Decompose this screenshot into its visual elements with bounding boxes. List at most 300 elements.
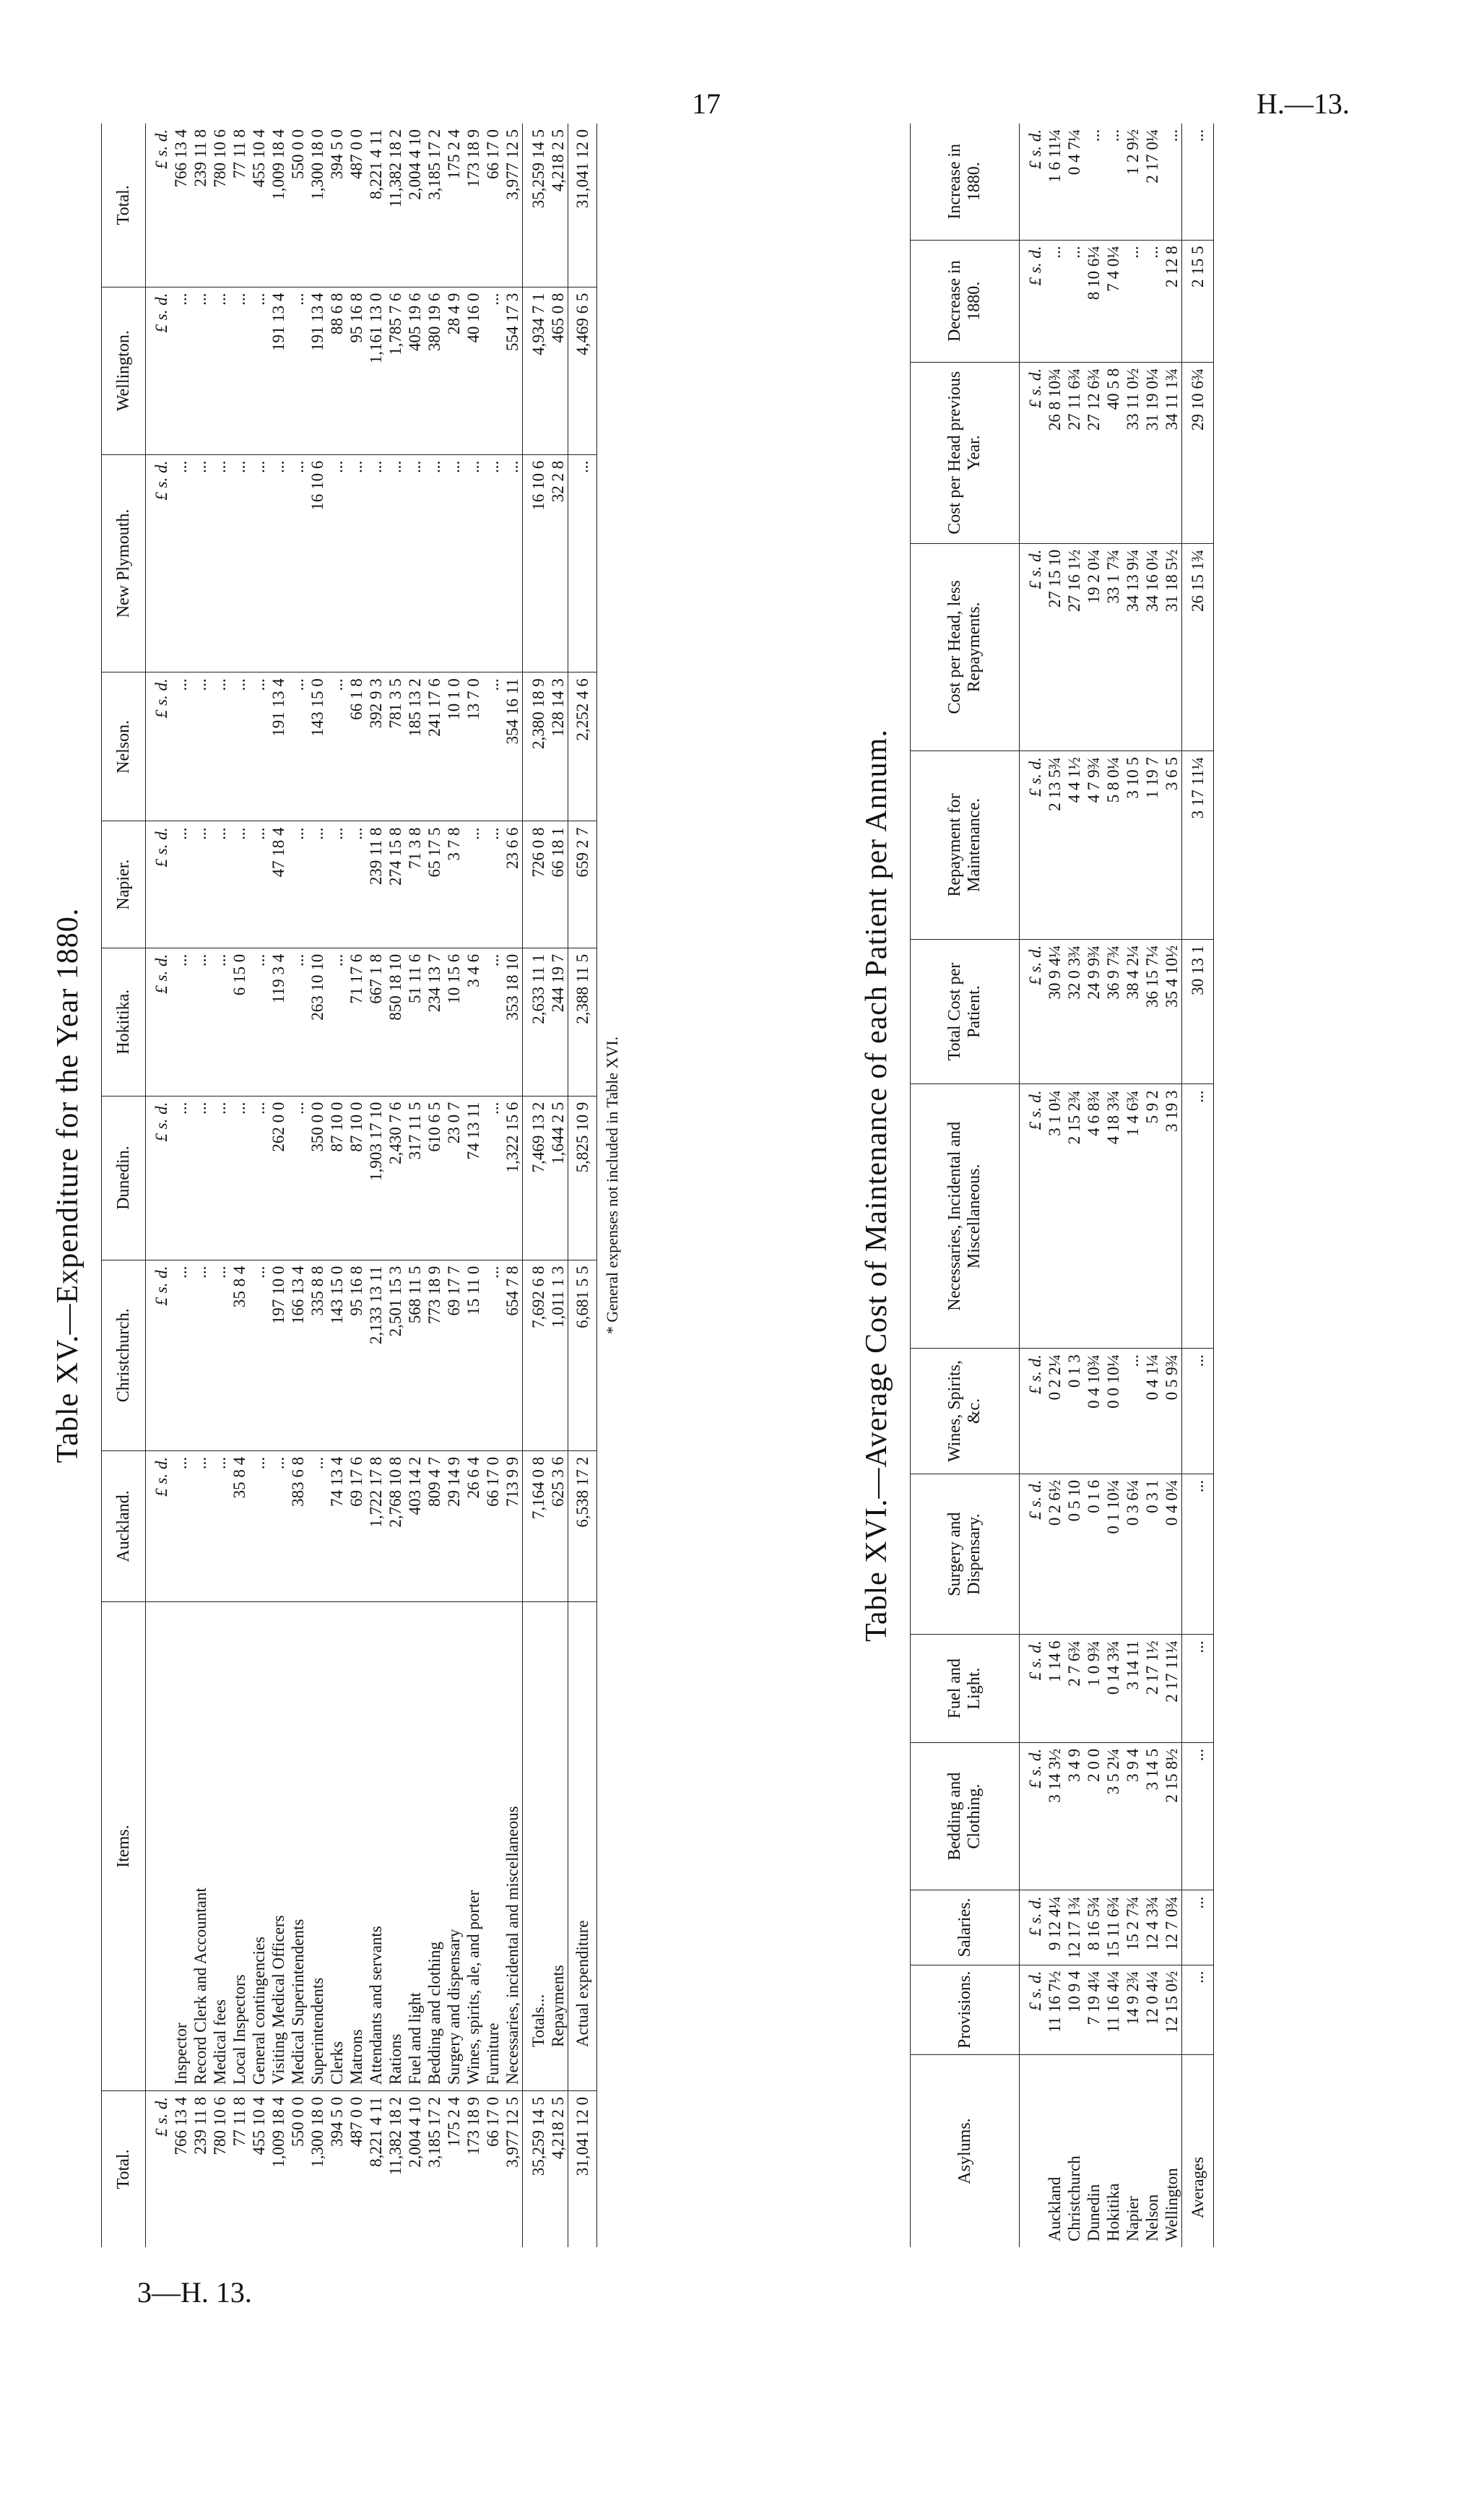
cell-increase: ... (1103, 124, 1123, 240)
cell-wellington: ... (230, 287, 249, 454)
cell-dunedin: 87 10 0 (327, 1096, 347, 1260)
cell-increase: 2 17 0¼ (1142, 124, 1162, 240)
col-total-right: Total. (102, 124, 146, 287)
cell-salaries: 12 4 3¾ (1142, 1890, 1162, 1965)
cell-total: 35,259 14 5 (523, 2091, 549, 2248)
cell-repayment: 4 7 9¾ (1084, 751, 1103, 940)
cell-item: Inspector (171, 1602, 191, 2091)
cell-hokitika: 10 15 6 (444, 948, 464, 1096)
t16-col-2: Salaries. (911, 1890, 1020, 1965)
cell-new-plymouth: ... (230, 454, 249, 672)
cell-napier: 239 11 8 (366, 821, 386, 948)
cell-wellington: 4,934 7 1 (523, 287, 549, 454)
cell-surgery: 0 1 10¼ (1103, 1474, 1123, 1635)
cell-cost-prev: 29 10 6¾ (1182, 362, 1214, 543)
cell-salaries: 15 2 7¾ (1123, 1890, 1142, 1965)
cell-total2: 35,259 14 5 (523, 124, 549, 287)
cell-total: 3,977 12 5 (503, 2097, 521, 2168)
cell-dunedin: 7,469 13 2 (523, 1096, 549, 1260)
cell-auckland: 74 13 4 (327, 1450, 347, 1601)
cell-decrease: 7 4 0¼ (1103, 240, 1123, 362)
cell-total: 780 10 6 (211, 2097, 229, 2155)
cell-napier: 726 0 8 (523, 821, 549, 948)
cell-bedding: 3 5 2¼ (1103, 1742, 1123, 1890)
cell-decrease: ... (1045, 240, 1064, 362)
cell-item: Totals... (523, 1602, 549, 2091)
cell-asylum: Wellington (1163, 2168, 1181, 2241)
cell-total: 32 0 3¾ (1064, 939, 1084, 1084)
cell-wellington: 191 13 4 (308, 287, 327, 454)
table-row (1142, 124, 1162, 2247)
col-new-plymouth: New Plymouth. (102, 454, 146, 672)
cell-surgery: 0 4 0¼ (1162, 1474, 1182, 1635)
cell-necessaries: 4 6 8¾ (1084, 1084, 1103, 1349)
cell-wines: ... (1123, 1349, 1142, 1474)
cell-napier: 23 6 6 (503, 821, 523, 948)
cell-total: 77 11 8 (230, 2097, 248, 2147)
cell-total2: 66 17 0 (483, 124, 503, 287)
cell-nelson: 354 16 11 (503, 672, 523, 821)
cell-christchurch: 69 17 7 (444, 1260, 464, 1450)
cell-fuel: 0 14 3¾ (1103, 1635, 1123, 1743)
cell-decrease: 8 10 6¼ (1084, 240, 1103, 362)
cell-wines: 0 4 10¾ (1084, 1349, 1103, 1474)
col-wellington: Wellington. (102, 287, 146, 454)
cell-nelson: ... (327, 672, 347, 821)
sheet-reference: 3—H. 13. (137, 2276, 252, 2309)
cell-necessaries: 4 18 3¾ (1103, 1084, 1123, 1349)
cell-provisions: 11 16 4¼ (1103, 1965, 1123, 2054)
cell-new-plymouth: ... (366, 454, 386, 672)
table-15-block (51, 124, 622, 2247)
row-actual (568, 124, 597, 2247)
cell-asylum: Auckland (1046, 2176, 1064, 2241)
col-dunedin: Dunedin. (102, 1096, 146, 1260)
cell-total: 1,009 18 4 (269, 2097, 287, 2168)
cell-total: 173 18 9 (464, 2097, 482, 2155)
cell-provisions: 14 9 2¾ (1123, 1965, 1142, 2054)
cell-item: Furniture (483, 1602, 503, 2091)
cell-bedding: 3 14 5 (1142, 1742, 1162, 1890)
cell-new-plymouth: ... (288, 454, 308, 672)
cell-hokitika: 71 17 6 (347, 948, 366, 1096)
row-totals (523, 124, 549, 2247)
cell-total: 239 11 8 (191, 2097, 209, 2155)
cell-decrease: ... (1142, 240, 1162, 362)
cell-asylum: Napier (1124, 2196, 1142, 2241)
table-row (366, 124, 386, 2247)
cell-dunedin: 1,322 15 6 (503, 1096, 523, 1260)
cell-total: 30 9 4¼ (1045, 939, 1064, 1084)
cell-fuel: 1 14 6 (1045, 1635, 1064, 1743)
cell-napier: ... (327, 821, 347, 948)
cell-new-plymouth: ... (425, 454, 444, 672)
cell-wellington: ... (171, 287, 191, 454)
cell-napier: ... (483, 821, 503, 948)
cell-new-plymouth: 32 2 8 (548, 454, 568, 672)
t16-col-5: Surgery and Dispensary. (911, 1474, 1020, 1635)
t16-col-4: Fuel and Light. (911, 1635, 1020, 1743)
cell-nelson: 13 7 0 (464, 672, 483, 821)
table-row (464, 124, 483, 2247)
t16-col-13: Increase in 1880. (911, 124, 1020, 240)
cell-dunedin: 2,430 7 6 (386, 1096, 405, 1260)
cell-christchurch: ... (191, 1260, 210, 1450)
cell-nelson: 66 1 8 (347, 672, 366, 821)
cell-hokitika: 51 11 6 (405, 948, 425, 1096)
cell-wellington: 554 17 3 (503, 287, 523, 454)
cell-total: 1,300 18 0 (308, 2097, 326, 2168)
cell-napier: ... (464, 821, 483, 948)
cell-item: Matrons (347, 1602, 366, 2091)
cell-auckland: 26 6 4 (464, 1450, 483, 1601)
cell-wellington: 28 4 9 (444, 287, 464, 454)
cell-surgery: 0 3 1 (1142, 1474, 1162, 1635)
cell-napier: ... (288, 821, 308, 948)
cell-napier: ... (230, 821, 249, 948)
cell-hokitika: ... (249, 948, 269, 1096)
table-row (1123, 124, 1142, 2247)
cell-auckland: 403 14 2 (405, 1450, 425, 1601)
cell-new-plymouth: 16 10 6 (308, 454, 327, 672)
cell-christchurch: 568 11 5 (405, 1260, 425, 1450)
cell-new-plymouth: ... (269, 454, 288, 672)
cell-cost-prev: 34 11 1¾ (1162, 362, 1182, 543)
cell-christchurch: 6,681 5 5 (568, 1260, 597, 1450)
cell-increase: ... (1182, 124, 1214, 240)
t16-col-12: Decrease in 1880. (911, 240, 1020, 362)
cell-total2: 780 10 6 (210, 124, 230, 287)
cell-fuel: 2 7 6¾ (1064, 1635, 1084, 1743)
cell-total: 394 5 0 (328, 2097, 346, 2147)
cell-salaries: 15 11 6¾ (1103, 1890, 1123, 1965)
cell-cost-less: 31 18 5½ (1162, 543, 1182, 751)
cell-wellington: 1,161 13 0 (366, 287, 386, 454)
cell-fuel: ... (1182, 1635, 1214, 1743)
cell-napier: ... (171, 821, 191, 948)
cell-christchurch: 166 13 4 (288, 1260, 308, 1450)
cell-necessaries: 5 9 2 (1142, 1084, 1162, 1349)
cell-new-plymouth: ... (405, 454, 425, 672)
cell-increase: 1 6 11¼ (1045, 124, 1064, 240)
t16-col-1: Provisions. (911, 1965, 1020, 2054)
cell-item: Wines, spirits, ale, and porter (464, 1602, 483, 2091)
cell-christchurch: 95 16 8 (347, 1260, 366, 1450)
cell-auckland: 7,164 0 8 (523, 1450, 549, 1601)
row-repayments (548, 124, 568, 2247)
cell-cost-less: 27 16 1½ (1064, 543, 1084, 751)
cell-wines: 0 1 3 (1064, 1349, 1084, 1474)
cell-total2: 550 0 0 (288, 124, 308, 287)
table-15-header-row (102, 124, 146, 2247)
table-row (347, 124, 366, 2247)
cell-christchurch: 1,011 1 3 (548, 1260, 568, 1450)
cell-total2: 394 5 0 (327, 124, 347, 287)
cell-wellington: ... (483, 287, 503, 454)
cell-dunedin: ... (210, 1096, 230, 1260)
cell-wellington: 1,785 7 6 (386, 287, 405, 454)
cell-total2: 1,300 18 0 (308, 124, 327, 287)
table-16-title: Table XVI.—Average Cost of Maintenance of each Patient per Annum. (860, 729, 893, 1642)
table-row (1084, 124, 1103, 2247)
cell-nelson: ... (483, 672, 503, 821)
cell-surgery: 0 1 6 (1084, 1474, 1103, 1635)
cell-auckland: 809 4 7 (425, 1450, 444, 1601)
cell-total2: 8,221 4 11 (366, 124, 386, 287)
cell-new-plymouth: ... (386, 454, 405, 672)
cell-dunedin: 350 0 0 (308, 1096, 327, 1260)
cell-napier: ... (308, 821, 327, 948)
cell-dunedin: 87 10 0 (347, 1096, 366, 1260)
cell-nelson: ... (249, 672, 269, 821)
cell-repayment: 3 6 5 (1162, 751, 1182, 940)
table-15-totals (523, 124, 597, 2247)
cell-total2: 3,977 12 5 (503, 124, 523, 287)
cell-bedding: 2 15 8½ (1162, 1742, 1182, 1890)
table-row (269, 124, 288, 2247)
col-auckland: Auckland. (102, 1450, 146, 1601)
cell-repayment: 5 8 0¼ (1103, 751, 1123, 940)
cell-item: General contingencies (249, 1602, 269, 2091)
cell-auckland: ... (210, 1450, 230, 1601)
cell-item: Bedding and clothing (425, 1602, 444, 2091)
cell-new-plymouth: ... (568, 454, 597, 672)
cell-fuel: 2 17 1½ (1142, 1635, 1162, 1743)
cell-nelson: ... (230, 672, 249, 821)
cell-napier: 3 7 8 (444, 821, 464, 948)
cell-item: Local Inspectors (230, 1602, 249, 2091)
table-row (210, 124, 230, 2247)
t16-col-10: Cost per Head, less Repayments. (911, 543, 1020, 751)
cell-christchurch: ... (171, 1260, 191, 1450)
cell-total2: 3,185 17 2 (425, 124, 444, 287)
cell-bedding: ... (1182, 1742, 1214, 1890)
cell-dunedin: ... (171, 1096, 191, 1260)
cell-new-plymouth: ... (483, 454, 503, 672)
cell-new-plymouth: ... (347, 454, 366, 672)
cell-christchurch: 654 7 8 (503, 1260, 523, 1450)
cell-item: Medical Superintendents (288, 1602, 308, 2091)
cell-item: Attendants and servants (366, 1602, 386, 2091)
table-16-header-row (911, 124, 1020, 2247)
cell-cost-prev: 31 19 0¼ (1142, 362, 1162, 543)
cell-provisions: 10 9 4 (1064, 1965, 1084, 2054)
cell-total2: 1,009 18 4 (269, 124, 288, 287)
cell-total2: 2,004 4 10 (405, 124, 425, 287)
cell-item: Record Clerk and Accountant (191, 1602, 210, 2091)
cell-hokitika: ... (327, 948, 347, 1096)
cell-wines: 0 4 1¼ (1142, 1349, 1162, 1474)
table-row (171, 124, 191, 2247)
cell-napier: ... (191, 821, 210, 948)
cell-necessaries: 3 1 0¼ (1045, 1084, 1064, 1349)
cell-napier: ... (249, 821, 269, 948)
cell-cost-prev: 27 11 6¾ (1064, 362, 1084, 543)
cell-dunedin: 1,644 2 5 (548, 1096, 568, 1260)
table-row (327, 124, 347, 2247)
cell-wellington: ... (191, 287, 210, 454)
cell-salaries: 12 7 0¾ (1162, 1890, 1182, 1965)
cell-dunedin: 317 11 5 (405, 1096, 425, 1260)
cell-auckland: ... (249, 1450, 269, 1601)
cell-dunedin: 610 6 5 (425, 1096, 444, 1260)
cell-hokitika: 2,388 11 5 (568, 948, 597, 1096)
t16-col-3: Bedding and Clothing. (911, 1742, 1020, 1890)
cell-asylum: Hokitika (1104, 2183, 1122, 2241)
cell-total: 66 17 0 (484, 2097, 502, 2147)
cell-provisions: ... (1182, 1965, 1214, 2054)
cell-hokitika: 119 3 4 (269, 948, 288, 1096)
cell-dunedin: 1,903 17 10 (366, 1096, 386, 1260)
cell-hokitika: 244 19 7 (548, 948, 568, 1096)
cell-hokitika: ... (210, 948, 230, 1096)
cell-napier: 659 2 7 (568, 821, 597, 948)
cell-auckland: 2,768 10 8 (386, 1450, 405, 1601)
cell-christchurch: 35 8 4 (230, 1260, 249, 1450)
cell-total: 766 13 4 (172, 2097, 190, 2155)
cell-total2: 455 10 4 (249, 124, 269, 287)
cell-total2: 173 18 9 (464, 124, 483, 287)
table-15-title: Table XV.—Expenditure for the Year 1880. (51, 907, 84, 1463)
cell-total2: 487 0 0 (347, 124, 366, 287)
table-15 (101, 124, 597, 2247)
cell-christchurch: ... (483, 1260, 503, 1450)
cell-decrease: ... (1123, 240, 1142, 362)
table-row (1103, 124, 1123, 2247)
cell-cost-prev: 27 12 6¾ (1084, 362, 1103, 543)
table-16-block (859, 124, 1214, 2247)
cell-hokitika: 850 18 10 (386, 948, 405, 1096)
unit-row: £ s. d. £ s. d. £ s. d. £ s. d. £ s. d. £ s. d. £ s. d. £ s. d. £ s. d. £ s. d. £ s. d. £ s. d. £ s. d. (1020, 124, 1046, 2247)
col-nelson: Nelson. (102, 672, 146, 821)
cell-napier: ... (347, 821, 366, 948)
cell-salaries: 8 16 5¾ (1084, 1890, 1103, 1965)
cell-total: 36 9 7¾ (1103, 939, 1123, 1084)
cell-cost-less: 34 13 9¼ (1123, 543, 1142, 751)
table-row (1045, 124, 1064, 2247)
cell-hokitika: 234 13 7 (425, 948, 444, 1096)
table-row (308, 124, 327, 2247)
cell-napier: 65 17 5 (425, 821, 444, 948)
cell-cost-less: 26 15 1¾ (1182, 543, 1214, 751)
cell-asylum: Nelson (1143, 2194, 1161, 2241)
cell-nelson: 2,380 18 9 (523, 672, 549, 821)
cell-christchurch: ... (210, 1260, 230, 1450)
cell-total2: 239 11 8 (191, 124, 210, 287)
cell-nelson: 128 14 3 (548, 672, 568, 821)
col-napier: Napier. (102, 821, 146, 948)
cell-auckland: 6,538 17 2 (568, 1450, 597, 1601)
cell-surgery: 0 5 10 (1064, 1474, 1084, 1635)
cell-auckland: 66 17 0 (483, 1450, 503, 1601)
cell-salaries: ... (1182, 1890, 1214, 1965)
cell-new-plymouth: ... (464, 454, 483, 672)
cell-auckland: 713 9 9 (503, 1450, 523, 1601)
cell-salaries: 9 12 4¼ (1045, 1890, 1064, 1965)
t16-col-7: Necessaries, Incidental and Miscellaneous. (911, 1084, 1020, 1349)
document-reference: H.—13. (1257, 87, 1350, 120)
table-row (230, 124, 249, 2247)
cell-total2: 77 11 8 (230, 124, 249, 287)
cell-decrease: ... (1064, 240, 1084, 362)
cell-item: Visiting Medical Officers (269, 1602, 288, 2091)
cell-napier: 274 15 8 (386, 821, 405, 948)
t16-col-9: Repayment for Maintenance. (911, 751, 1020, 940)
cell-wines: 0 2 2¼ (1045, 1349, 1064, 1474)
cell-hokitika: ... (191, 948, 210, 1096)
cell-surgery: 0 3 6¼ (1123, 1474, 1142, 1635)
cell-repayment: 3 10 5 (1123, 751, 1142, 940)
cell-item: Clerks (327, 1602, 347, 2091)
cell-hokitika: ... (483, 948, 503, 1096)
table-row (1064, 124, 1084, 2247)
cell-new-plymouth: ... (503, 454, 523, 672)
cell-christchurch: ... (249, 1260, 269, 1450)
cell-wellington: 95 16 8 (347, 287, 366, 454)
cell-cost-prev: 26 8 10¾ (1045, 362, 1064, 543)
cell-napier: 47 18 4 (269, 821, 288, 948)
cell-dunedin: 23 0 7 (444, 1096, 464, 1260)
cell-total: 11,382 18 2 (386, 2097, 404, 2176)
cell-necessaries: 1 4 6¾ (1123, 1084, 1142, 1349)
cell-dunedin: ... (288, 1096, 308, 1260)
t16-col-0: Asylums. (911, 2055, 1020, 2248)
cell-asylum: Christchurch (1065, 2155, 1083, 2241)
cell-christchurch: 197 10 0 (269, 1260, 288, 1450)
cell-total: 8,221 4 11 (367, 2097, 385, 2167)
cell-item: Fuel and light (405, 1602, 425, 2091)
cell-bedding: 3 4 9 (1064, 1742, 1084, 1890)
cell-auckland: ... (171, 1450, 191, 1601)
page-number: 17 (692, 87, 721, 120)
cell-item: Actual expenditure (568, 1602, 597, 2091)
cell-necessaries: ... (1182, 1084, 1214, 1349)
cell-christchurch: 15 11 0 (464, 1260, 483, 1450)
cell-wellington: 88 6 8 (327, 287, 347, 454)
t16-col-11: Cost per Head previous Year. (911, 362, 1020, 543)
cell-christchurch: 335 8 8 (308, 1260, 327, 1450)
cell-total: 24 9 9¾ (1084, 939, 1103, 1084)
cell-increase: ... (1084, 124, 1103, 240)
cell-napier: 71 3 8 (405, 821, 425, 948)
cell-increase: ... (1162, 124, 1182, 240)
cell-decrease: 2 15 5 (1182, 240, 1214, 362)
cell-nelson: 241 17 6 (425, 672, 444, 821)
cell-dunedin: ... (191, 1096, 210, 1260)
cell-wellington: ... (210, 287, 230, 454)
cell-nelson: ... (288, 672, 308, 821)
cell-nelson: 143 15 0 (308, 672, 327, 821)
cell-hokitika: 2,633 11 1 (523, 948, 549, 1096)
cell-nelson: 781 3 5 (386, 672, 405, 821)
table-row (483, 124, 503, 2247)
cell-provisions: 11 16 7½ (1045, 1965, 1064, 2054)
cell-total: 30 13 1 (1182, 939, 1214, 1084)
cell-bedding: 2 0 0 (1084, 1742, 1103, 1890)
cell-nelson: ... (171, 672, 191, 821)
table-row (1162, 124, 1182, 2247)
cell-provisions: 12 15 0½ (1162, 1965, 1182, 2054)
cell-cost-less: 27 15 10 (1045, 543, 1064, 751)
cell-christchurch: 143 15 0 (327, 1260, 347, 1450)
cell-nelson: 185 13 2 (405, 672, 425, 821)
cell-necessaries: 3 19 3 (1162, 1084, 1182, 1349)
cell-total: 4,218 2 5 (549, 2097, 567, 2160)
col-total-left: Total. (102, 2091, 146, 2248)
cell-asylum: Averages (1182, 2055, 1214, 2248)
cell-auckland: 1,722 17 8 (366, 1450, 386, 1601)
cell-auckland: 69 17 6 (347, 1450, 366, 1601)
